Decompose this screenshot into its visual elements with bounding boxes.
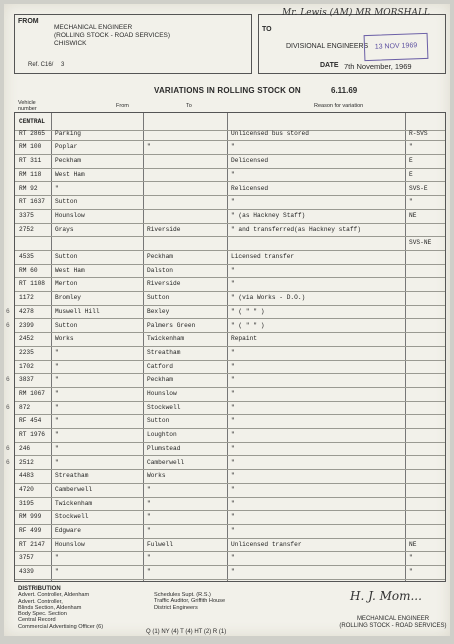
vehicle-number: 2452 <box>19 335 34 343</box>
vehicle-number: 2399 <box>19 321 34 329</box>
variation-reason: " <box>231 362 235 370</box>
vehicle-number: 872 <box>19 403 31 411</box>
variation-code: E <box>409 170 413 178</box>
signature-title-line: (ROLLING STOCK - ROAD SERVICES) <box>339 623 447 629</box>
vehicle-number: RT 1976 <box>19 431 45 439</box>
reference <box>28 62 70 68</box>
ref-label: Ref. C16/ <box>28 62 54 68</box>
table-row <box>15 195 445 210</box>
to-location: Twickenham <box>147 335 185 343</box>
vehicle-number: 3837 <box>19 376 34 384</box>
table-row <box>15 140 445 155</box>
variation-code: SVS-E <box>409 184 428 192</box>
from-label: FROM <box>18 18 39 25</box>
variations-table <box>6 112 446 582</box>
variation-reason: Licensed transfer <box>231 253 295 260</box>
to-location: Riverside <box>147 280 181 288</box>
from-location: Twickenham <box>55 499 93 507</box>
row-margin-mark: 6 <box>6 444 10 452</box>
vehicle-number: RM 60 <box>19 266 38 274</box>
to-location: Works <box>147 472 166 480</box>
vehicle-number: 4720 <box>19 485 34 493</box>
vehicle-number: 2512 <box>19 458 34 466</box>
variation-reason: " and transferred(as Hackney staff) <box>231 225 361 233</box>
from-location: " <box>55 348 59 356</box>
column-reason: Reason for variation <box>314 103 364 109</box>
vehicle-number: 4339 <box>19 568 34 576</box>
to-location: " <box>147 554 151 562</box>
variation-reason: " ( " " ) <box>231 321 265 329</box>
table-row <box>15 127 445 142</box>
table-row <box>15 182 445 197</box>
variation-code: " <box>409 143 413 151</box>
variation-reason: " <box>231 568 235 576</box>
signature: H. J. Mom... <box>350 589 422 603</box>
from-location: West Ham <box>55 266 85 274</box>
distribution-line: Central Record <box>18 617 56 624</box>
from-location: " <box>55 184 59 192</box>
variation-reason: " <box>231 499 235 507</box>
variation-reason: " <box>231 376 235 384</box>
table-row <box>15 209 445 224</box>
column-from: From <box>116 103 129 109</box>
variation-reason: " <box>231 527 235 534</box>
to-label: TO <box>262 26 272 33</box>
memo-sheet <box>4 4 450 636</box>
distribution-mid <box>154 592 225 611</box>
from-location: " <box>55 444 59 452</box>
from-location: " <box>55 568 59 576</box>
table-row <box>15 387 445 402</box>
row-margin-mark: 6 <box>6 458 10 466</box>
from-location: Merton <box>55 280 78 288</box>
received-stamp: 13 NOV 1969 <box>364 33 429 61</box>
to-location: Sutton <box>147 294 170 302</box>
from-location: Works <box>55 335 74 343</box>
to-location: Bexley <box>147 307 170 315</box>
to-location: " <box>147 513 151 521</box>
variation-reason: " <box>231 143 235 151</box>
table-row <box>15 332 445 347</box>
row-margin-mark: 6 <box>6 321 10 329</box>
vehicle-number: RF 499 <box>19 527 42 534</box>
variation-reason: Relicensed <box>231 184 269 192</box>
variation-reason: " (as Hackney Staff) <box>231 211 306 219</box>
distribution-mid-line: Schedules Supt. (R.S.) <box>154 592 211 598</box>
column-vehicle: Vehicle number <box>18 100 37 112</box>
from-location: Stockwell <box>55 513 89 521</box>
from-location: Bromley <box>55 294 81 302</box>
table-row <box>15 154 445 169</box>
variation-reason: " <box>231 198 235 206</box>
variation-code: E <box>409 157 413 165</box>
table-row <box>15 538 445 553</box>
to-location: Peckham <box>147 253 173 260</box>
vehicle-number: 1702 <box>19 362 34 370</box>
distribution-line: Advert. Controller, Aldenham <box>18 592 90 599</box>
variation-code: " <box>409 198 413 206</box>
variation-reason: Unlicensed bus stored <box>231 129 309 137</box>
table-row <box>15 346 445 361</box>
to-location: Plumstead <box>147 444 181 452</box>
from-line: (ROLLING STOCK - ROAD SERVICES) <box>54 32 171 39</box>
distribution-line: Blinds Section, Aldenham <box>18 604 82 611</box>
variation-reason: " <box>231 390 235 397</box>
variation-reason: " <box>231 444 235 452</box>
table-row <box>15 291 445 306</box>
variation-code: NE <box>409 211 417 219</box>
column-to: To <box>186 103 192 109</box>
to-location: Hounslow <box>147 390 177 397</box>
from-line: CHISWICK <box>54 40 87 47</box>
vehicle-number: RT 311 <box>19 157 42 165</box>
to-location: Fulwell <box>147 540 173 548</box>
variation-reason: " <box>231 170 235 178</box>
to-location: " <box>147 499 151 507</box>
from-location: " <box>55 458 59 466</box>
from-location: " <box>55 554 59 562</box>
to-location: " <box>147 485 151 493</box>
table-row <box>6 456 445 471</box>
variation-reason: " <box>231 417 235 425</box>
variation-code: SVS-NE <box>409 239 432 247</box>
table-row <box>15 483 445 498</box>
distribution-title: DISTRIBUTION <box>18 586 61 592</box>
distribution-line: Body Spec. Section <box>18 611 67 618</box>
to-location: Catford <box>147 362 173 370</box>
variation-reason: " <box>231 472 235 480</box>
to-location: Dalston <box>147 266 173 274</box>
date-value: 7th November, 1969 <box>344 62 412 71</box>
variation-code: NE <box>409 540 417 548</box>
variation-reason: " <box>231 348 235 356</box>
vehicle-number: RT 2865 <box>19 129 45 137</box>
vehicle-number: RF 454 <box>19 417 42 425</box>
vehicle-number: 4535 <box>19 253 34 260</box>
table-row <box>15 565 445 580</box>
section-label: CENTRAL <box>19 118 45 125</box>
table-row <box>6 442 445 457</box>
to-location: " <box>147 143 151 151</box>
vehicle-number: 4483 <box>19 472 34 480</box>
document-title: VARIATIONS IN ROLLING STOCK ON <box>154 86 301 95</box>
from-location: Camberwell <box>55 485 93 493</box>
table-row <box>15 168 445 183</box>
table-row <box>15 524 445 539</box>
table-row <box>15 236 445 251</box>
table-row <box>15 250 445 265</box>
row-margin-mark: 6 <box>6 376 10 384</box>
variation-code: " <box>409 554 413 562</box>
to-location: " <box>147 568 151 576</box>
from-line: MECHANICAL ENGINEER <box>54 24 133 31</box>
to-location: Riverside <box>147 225 181 233</box>
vehicle-number: 2235 <box>19 348 34 356</box>
from-location: Grays <box>55 225 74 233</box>
from-location: Sutton <box>55 253 78 260</box>
variation-reason: " <box>231 485 235 493</box>
to-location: " <box>147 527 151 534</box>
vehicle-number: 3757 <box>19 554 34 562</box>
from-location: Parking <box>55 129 81 137</box>
table-row <box>15 510 445 525</box>
variation-reason: " <box>231 431 235 439</box>
table-row <box>15 223 445 238</box>
vehicle-number: 4278 <box>19 307 34 315</box>
table-row <box>15 277 445 292</box>
vehicle-number: RT 2147 <box>19 540 45 548</box>
vehicle-number: 246 <box>19 444 31 452</box>
table-row <box>15 551 445 566</box>
variation-reason: " <box>231 513 235 521</box>
table-row <box>15 469 445 484</box>
distribution-line: Commercial Advertising Officer (6) <box>18 623 104 630</box>
signature-title-line: MECHANICAL ENGINEER <box>356 616 430 622</box>
from-location: Hounslow <box>55 540 85 548</box>
table-row <box>15 414 445 429</box>
variation-code: " <box>409 568 413 576</box>
document-title-date: 6.11.69 <box>331 86 358 95</box>
vehicle-number: RM 92 <box>19 184 38 192</box>
variation-reason: " ( " " ) <box>231 307 265 315</box>
variation-reason: " <box>231 554 235 562</box>
vehicle-number: RM 999 <box>19 513 42 521</box>
from-location: " <box>55 417 59 425</box>
variation-reason: Unlicensed transfer <box>231 540 302 548</box>
vehicle-number: RT 1637 <box>19 198 45 206</box>
distribution-line: Advert. Controller, <box>18 598 63 605</box>
from-location: Edgware <box>55 527 81 534</box>
signature-title <box>334 616 452 630</box>
table-row <box>6 305 445 320</box>
from-location: Muswell Hill <box>55 307 100 315</box>
vehicle-number: 2752 <box>19 225 34 233</box>
variation-reason: " <box>231 280 235 288</box>
variation-code: R-SVS <box>409 129 428 137</box>
column-header-row <box>14 98 444 113</box>
table-row <box>15 497 445 512</box>
distribution-list <box>18 586 103 630</box>
from-location: " <box>55 376 59 384</box>
to-location: Camberwell <box>147 458 185 466</box>
from-location: Hounslow <box>55 211 85 219</box>
from-location: Sutton <box>55 321 78 329</box>
distribution-mid-line: District Engineers <box>154 604 198 611</box>
to-location: Peckham <box>147 376 173 384</box>
to-recipient: DIVISIONAL ENGINEERS <box>286 43 369 50</box>
table-row <box>6 319 445 334</box>
date-label: DATE <box>320 62 339 69</box>
table-row <box>6 401 445 416</box>
row-margin-mark: 6 <box>6 403 10 411</box>
to-location: Loughton <box>147 431 177 439</box>
from-location: " <box>55 390 59 397</box>
from-location: " <box>55 362 59 370</box>
from-location: Streatham <box>55 472 89 480</box>
variation-reason: " (via Works - D.O.) <box>231 294 306 302</box>
distribution-mid-line: Traffic Auditor, Griffith House <box>154 598 226 605</box>
table-row <box>15 360 445 375</box>
vehicle-number: RT 1108 <box>19 280 45 288</box>
to-location: Sutton <box>147 417 170 425</box>
from-location: " <box>55 403 59 411</box>
table-row <box>6 373 445 388</box>
vehicle-number: RM 1067 <box>19 390 45 397</box>
variation-reason: Repaint <box>231 335 257 343</box>
variation-reason: " <box>231 403 235 411</box>
from-address <box>54 24 170 48</box>
table-row <box>15 264 445 279</box>
variation-reason: " <box>231 266 235 274</box>
variation-reason: Delicensed <box>231 157 269 165</box>
vehicle-number: 1172 <box>19 294 34 302</box>
row-margin-mark: 6 <box>6 307 10 315</box>
table-row <box>15 428 445 443</box>
from-location: Poplar <box>55 143 78 151</box>
ref-value: 3 <box>61 62 65 68</box>
distribution-counts: Q (1) NY (4) T (4) HT (2) R (1) <box>146 629 227 635</box>
from-location: West Ham <box>55 170 85 178</box>
to-handwritten: Mr. Lewis (AM) MR MORSHALL <box>282 8 430 18</box>
to-location: Stockwell <box>147 403 181 411</box>
to-location: Streatham <box>147 348 181 356</box>
to-location: Palmers Green <box>147 321 196 329</box>
from-location: Peckham <box>55 157 81 165</box>
vehicle-number: 3375 <box>19 211 34 219</box>
from-location: Sutton <box>55 198 78 206</box>
from-location: " <box>55 431 59 439</box>
vehicle-number: RM 100 <box>19 143 42 151</box>
vehicle-number: RM 118 <box>19 170 42 178</box>
vehicle-number: 3195 <box>19 499 34 507</box>
variation-reason: " <box>231 458 235 466</box>
